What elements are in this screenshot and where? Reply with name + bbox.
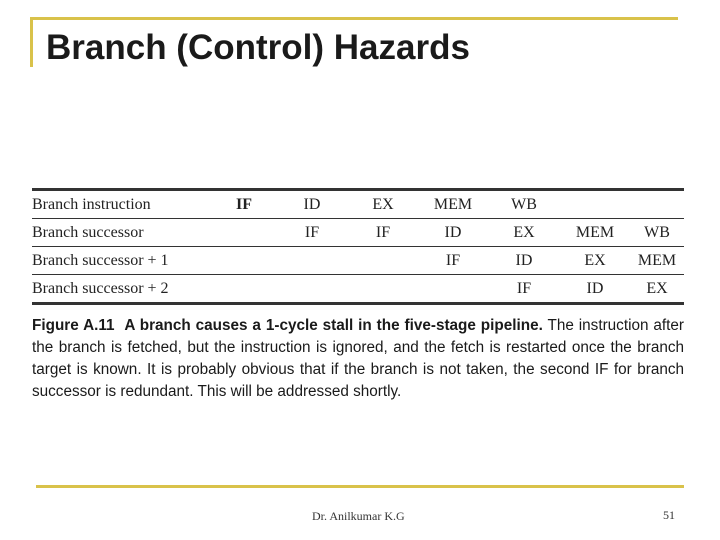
stage-cell: ID: [276, 190, 348, 219]
stage-cell: IF: [276, 219, 348, 247]
title-frame-top-rule: [30, 17, 678, 20]
slide-title: Branch (Control) Hazards: [46, 28, 470, 67]
stage-cell: WB: [488, 190, 560, 219]
table-row: [32, 219, 684, 247]
stage-cell: IF: [488, 275, 560, 304]
stage-cell: EX: [488, 219, 560, 247]
stage-cell: EX: [348, 190, 418, 219]
stage-cell: WB: [630, 219, 684, 247]
page-number: 51: [663, 508, 675, 522]
stage-cell: [348, 247, 418, 275]
stage-cell: IF: [212, 190, 276, 219]
title-frame-left-rule: [30, 17, 33, 67]
stage-cell: MEM: [418, 190, 488, 219]
stage-cell: MEM: [560, 219, 630, 247]
stage-cell: ID: [418, 219, 488, 247]
figure: [32, 188, 684, 403]
stage-cell: EX: [630, 275, 684, 304]
stage-cell: [276, 275, 348, 304]
table-row: [32, 275, 684, 304]
stage-cell: [560, 190, 630, 219]
row-label: Branch successor: [32, 219, 212, 247]
pipeline-table: [32, 188, 684, 305]
table-row: [32, 247, 684, 275]
row-label: Branch successor + 1: [32, 247, 212, 275]
stage-cell: ID: [488, 247, 560, 275]
figure-caption-body: The instruction after the branch is fetched, but the instruction is ignored, and the fetch is restarted once the branch target is known. It is probably obvious that if the branch is not taken, the second IF for branch successor is redundant. This will be addressed shortly.: [32, 317, 684, 400]
stage-cell: EX: [560, 247, 630, 275]
figure-caption-label: Figure A.11: [32, 317, 115, 334]
stage-cell: IF: [348, 219, 418, 247]
stage-cell: [212, 247, 276, 275]
footer-rule: [36, 485, 684, 488]
stage-cell: [212, 275, 276, 304]
figure-caption: [32, 315, 684, 403]
stage-cell: [212, 219, 276, 247]
row-label: Branch successor + 2: [32, 275, 212, 304]
footer-author: Dr. Anilkumar K.G: [312, 509, 405, 523]
stage-cell: [276, 247, 348, 275]
stage-cell: IF: [418, 247, 488, 275]
stage-cell: [630, 190, 684, 219]
stage-cell: [348, 275, 418, 304]
stage-cell: ID: [560, 275, 630, 304]
table-row: [32, 190, 684, 219]
figure-caption-lead: A branch causes a 1-cycle stall in the five-stage pipeline.: [124, 317, 543, 334]
row-label: Branch instruction: [32, 190, 212, 219]
stage-cell: [418, 275, 488, 304]
stage-cell: MEM: [630, 247, 684, 275]
